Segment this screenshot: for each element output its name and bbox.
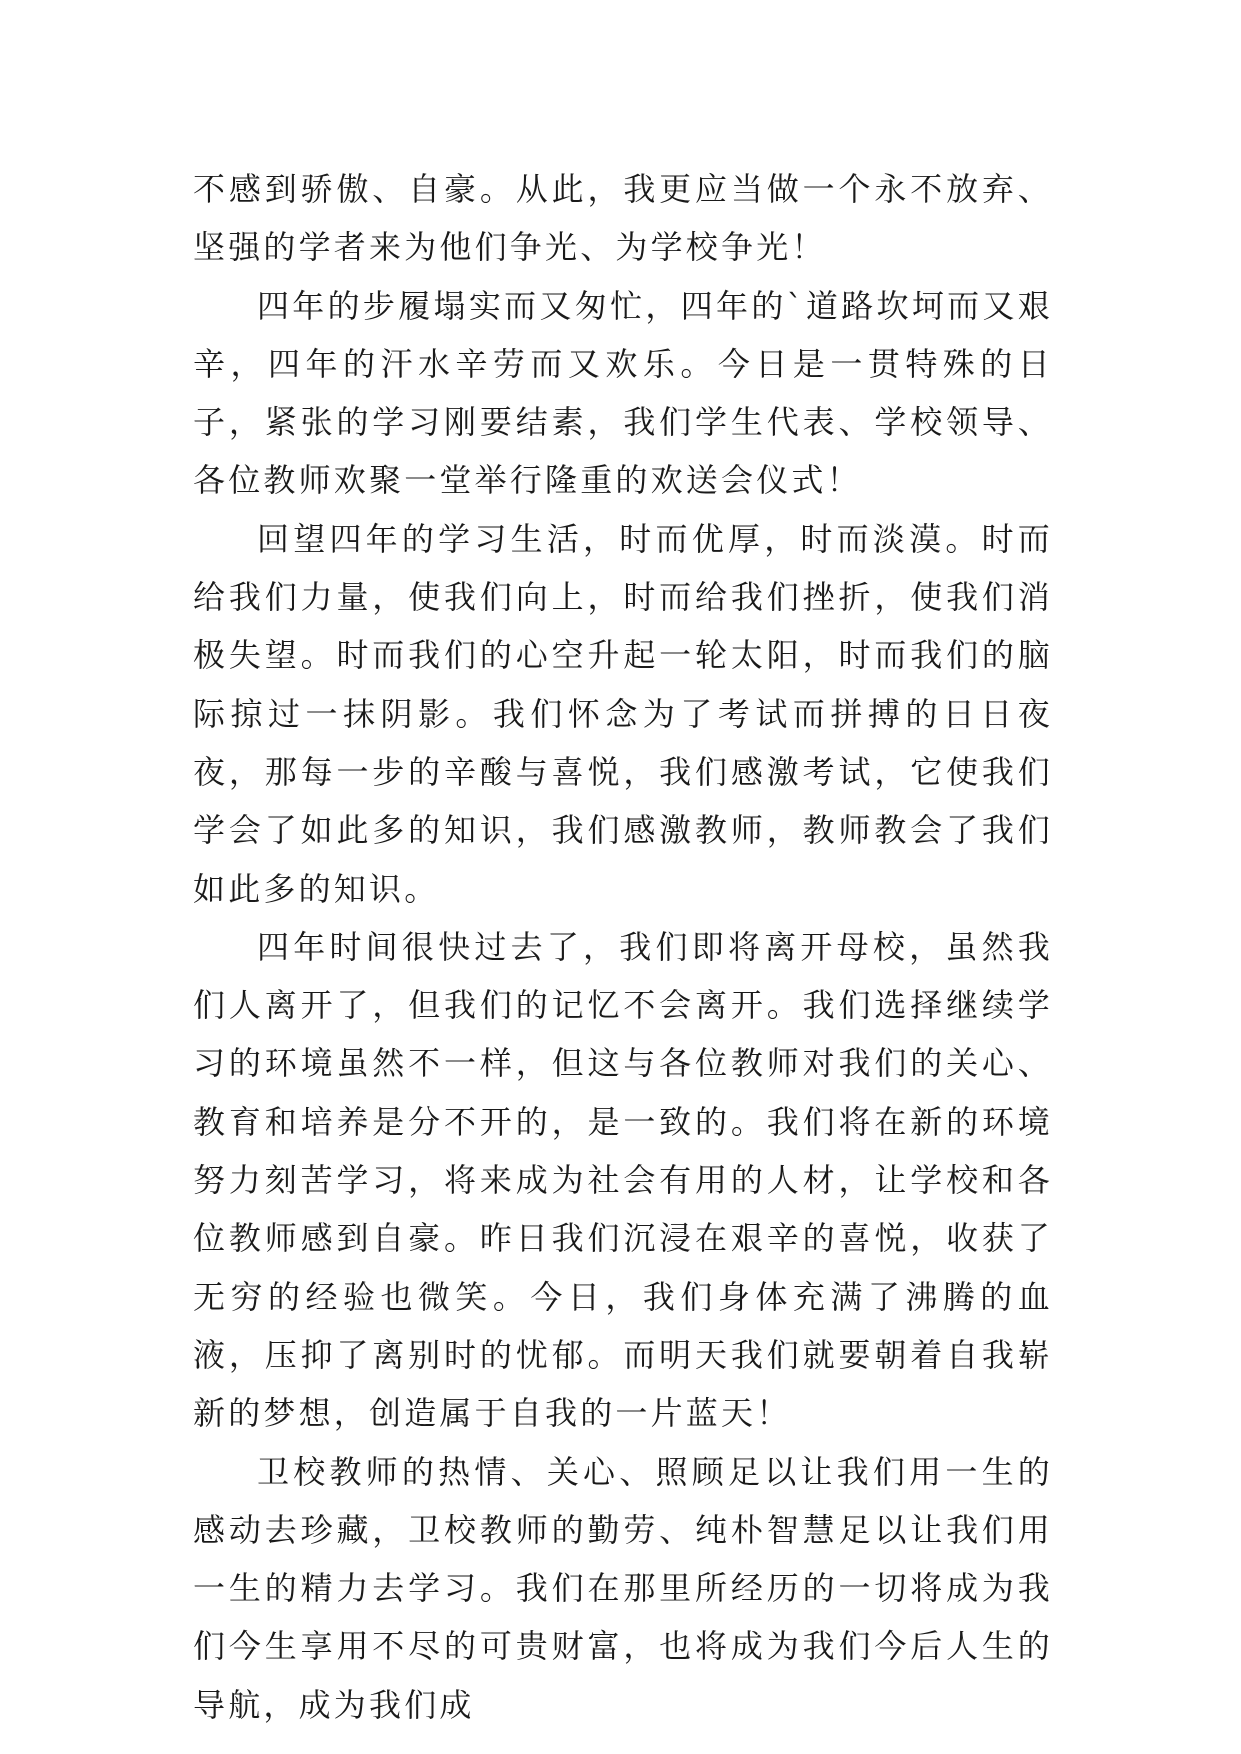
paragraph-2: 四年的步履塌实而又匆忙，四年的`道路坎坷而又艰辛，四年的汗水辛劳而又欢乐。今日是一贯特殊的日子，紧张的学习刚要结素，我们学生代表、学校领导、各位教师欢聚一堂举行隆重的欢送会仪式！ (193, 286, 1053, 500)
paragraph-5: 卫校教师的热情、关心、照顾足以让我们用一生的感动去珍藏，卫校教师的勤劳、纯朴智慧足以让我们用一生的精力去学习。我们在那里所经历的一切将成为我们今生享用不尽的可贵财富，也将成为我们今后人生的导航，成为我们成 (193, 1452, 1053, 1724)
paragraph-3: 回望四年的学习生活，时而优厚，时而淡漠。时而给我们力量，使我们向上，时而给我们挫折，使我们消极失望。时而我们的心空升起一轮太阳，时而我们的脑际掠过一抹阴影。我们怀念为了考试而拼搏的日日夜夜，那每一步的辛酸与喜悦，我们感激考试，它使我们学会了如此多的知识，我们感激教师，教师教会了我们如此多的知识。 (193, 519, 1053, 908)
body-text (193, 160, 1053, 1734)
paragraph-1: 不感到骄傲、自豪。从此，我更应当做一个永不放弃、坚强的学者来为他们争光、为学校争光！ (193, 170, 1053, 267)
paragraph-4: 四年时间很快过去了，我们即将离开母校，虽然我们人离开了，但我们的记忆不会离开。我们选择继续学习的环境虽然不一样，但这与各位教师对我们的关心、教育和培养是分不开的，是一致的。我们将在新的环境努力刻苦学习，将来成为社会有用的人材，让学校和各位教师感到自豪。昨日我们沉浸在艰辛的喜悦，收获了无穷的经验也微笑。今日，我们身体充满了沸腾的血液，压抑了离别时的忧郁。而明天我们就要朝着自我崭新的梦想，创造属于自我的一片蓝天！ (193, 927, 1053, 1433)
